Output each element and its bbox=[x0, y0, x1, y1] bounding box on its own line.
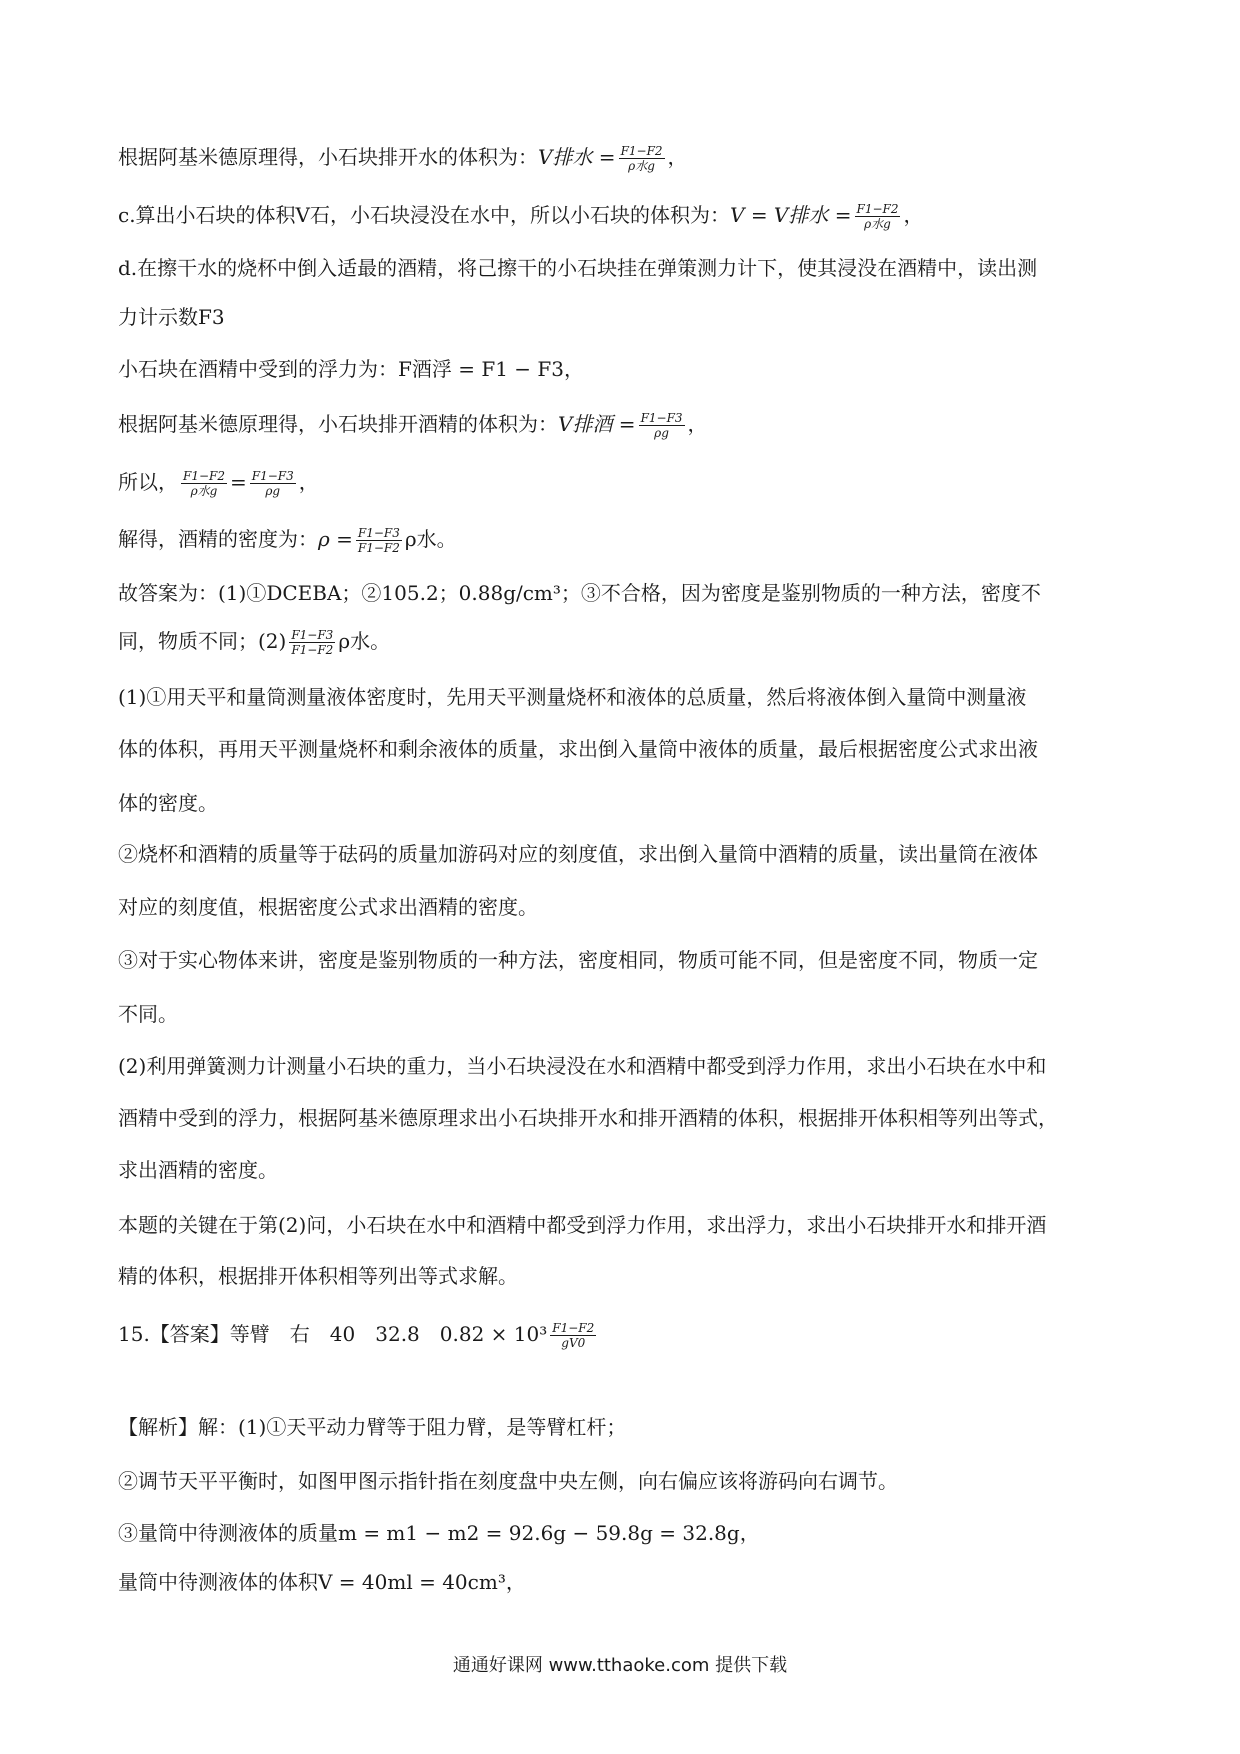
text-line: ②调节天平平衡时，如图甲图示指针指在刻度盘中央左侧，向右偏应该将游码向右调节。 bbox=[118, 1469, 898, 1493]
line-text: ， bbox=[667, 145, 688, 169]
fraction bbox=[619, 144, 665, 173]
line-text: ， bbox=[687, 412, 708, 436]
text-line: 量筒中待测液体的体积V = 40ml = 40cm³， bbox=[118, 1570, 526, 1594]
fraction bbox=[550, 1321, 596, 1350]
line-text: 根据阿基米德原理得，小石块排开酒精的体积为： bbox=[118, 412, 558, 436]
text-line bbox=[118, 410, 708, 440]
fraction-numerator: F1−F2 bbox=[183, 469, 225, 483]
fraction-denominator: F1−F2 bbox=[291, 643, 334, 657]
fraction-numerator: F1−F2 bbox=[856, 202, 899, 216]
line-text: ρ水。 bbox=[404, 527, 457, 551]
fraction-denominator: F1−F2 bbox=[357, 541, 400, 555]
text-line: ②烧杯和酒精的质量等于砝码的质量加游码对应的刻度值，求出倒入量筒中酒精的质量，读出量筒在液体 bbox=[118, 842, 1038, 866]
fraction bbox=[181, 469, 227, 498]
fraction-numerator: F1−F3 bbox=[640, 411, 683, 425]
text-line: ③对于实心物体来讲，密度是鉴别物质的一种方法，密度相同，物质可能不同，但是密度不同，物质一定 bbox=[118, 948, 1038, 972]
text-line: (2)利用弹簧测力计测量小石块的重力，当小石块浸没在水和酒精中都受到浮力作用，求出小石块在水中和 bbox=[118, 1054, 1047, 1078]
fraction bbox=[639, 411, 685, 440]
fraction-denominator: ρ水g bbox=[864, 217, 891, 231]
text-line: 对应的刻度值，根据密度公式求出酒精的密度。 bbox=[118, 895, 538, 919]
text-line: d.在擦干水的烧杯中倒入适最的酒精，将己擦干的小石块挂在弹策测力计下，使其浸没在酒精中，读出测 bbox=[118, 256, 1038, 280]
fraction-numerator: F1−F3 bbox=[357, 526, 400, 540]
text-line: 【解析】解：(1)①天平动力臂等于阻力臂，是等臂杠杆； bbox=[118, 1415, 627, 1439]
text-line: 本题的关键在于第(2)问，小石块在水中和酒精中都受到浮力作用，求出浮力，求出小石块排开水和排开酒 bbox=[118, 1213, 1047, 1237]
fraction bbox=[250, 469, 296, 498]
fraction-denominator: ρ水g bbox=[628, 159, 655, 173]
line-text: ， bbox=[298, 470, 319, 494]
text-line: ③量筒中待测液体的质量m = m1 − m2 = 92.6g − 59.8g = 32.8g， bbox=[118, 1521, 760, 1545]
text-line: 精的体积，根据排开体积相等列出等式求解。 bbox=[118, 1264, 518, 1288]
line-text: c.算出小石块的体积V石，小石块浸没在水中，所以小石块的体积为： bbox=[118, 203, 731, 227]
line-text: 解得，酒精的密度为： bbox=[118, 527, 318, 551]
text-line: 求出酒精的密度。 bbox=[118, 1158, 278, 1182]
line-text: 同，物质不同；(2) bbox=[118, 629, 287, 653]
text-line: 故答案为：(1)①DCEBA；②105.2；0.88g/cm³；③不合格，因为密度是鉴别物质的一种方法，密度不 bbox=[118, 581, 1041, 605]
fraction-numerator: F1−F2 bbox=[620, 144, 663, 158]
fraction-denominator: ρ水g bbox=[190, 484, 218, 498]
line-text: ρ水。 bbox=[338, 629, 391, 653]
math-expression: = bbox=[229, 470, 247, 494]
text-line: (1)①用天平和量筒测量液体密度时，先用天平测量烧杯和液体的总质量，然后将液体倒入量筒中测量液 bbox=[118, 685, 1027, 709]
math-expression: ρ = bbox=[318, 527, 353, 551]
text-line bbox=[118, 627, 390, 657]
text-line bbox=[118, 468, 319, 498]
math-expression: V排水 = bbox=[538, 145, 616, 169]
line-text: 所以， bbox=[118, 470, 178, 494]
text-line bbox=[118, 143, 688, 173]
text-line bbox=[118, 525, 457, 555]
fraction-denominator: gV0 bbox=[561, 1336, 586, 1350]
line-text: 15.【答案】等臂 右 40 32.8 0.82 × 10³ bbox=[118, 1322, 548, 1346]
page-footer: 通通好课网 www.tthaoke.com 提供下载 bbox=[452, 1655, 788, 1676]
text-line: 小石块在酒精中受到的浮力为：F酒浮 = F1 − F3， bbox=[118, 357, 585, 381]
fraction-numerator: F1−F2 bbox=[552, 1321, 595, 1335]
math-expression: V排酒 = bbox=[558, 412, 636, 436]
text-line bbox=[118, 1320, 599, 1350]
fraction bbox=[855, 202, 901, 231]
line-text: 根据阿基米德原理得，小石块排开水的体积为： bbox=[118, 145, 538, 169]
fraction-numerator: F1−F3 bbox=[291, 628, 334, 642]
fraction bbox=[356, 526, 402, 555]
fraction bbox=[289, 628, 335, 657]
fraction-denominator: ρg bbox=[265, 484, 281, 498]
fraction-numerator: F1−F3 bbox=[251, 469, 294, 483]
line-text: ， bbox=[903, 203, 924, 227]
text-line: 酒精中受到的浮力，根据阿基米德原理求出小石块排开水和排开酒精的体积，根据排开体积相等列出等式， bbox=[118, 1106, 1058, 1130]
text-line: 力计示数F3 bbox=[118, 305, 225, 329]
text-line: 体的体积，再用天平测量烧杯和剩余液体的质量，求出倒入量筒中液体的质量，最后根据密度公式求出液 bbox=[118, 737, 1038, 761]
fraction-denominator: ρg bbox=[654, 426, 669, 440]
text-line: 不同。 bbox=[118, 1002, 178, 1026]
text-line: 体的密度。 bbox=[118, 791, 218, 815]
text-line bbox=[118, 201, 923, 231]
math-expression: V = V排水 = bbox=[730, 203, 852, 227]
